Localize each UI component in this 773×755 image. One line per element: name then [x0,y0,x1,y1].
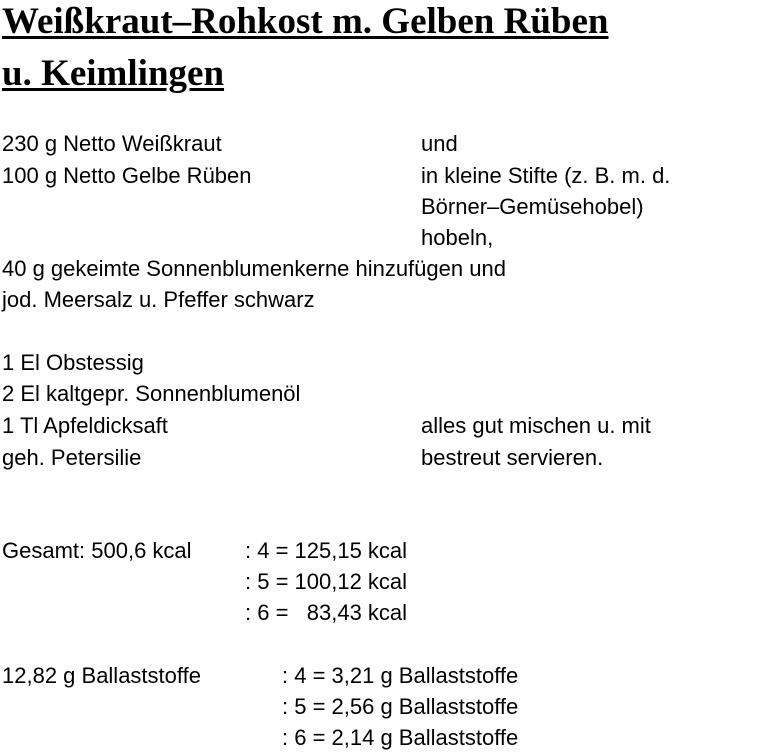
ingredient-oil: 2 El kaltgepr. Sonnenblumenöl [2,381,301,406]
ingredient-seasoning: jod. Meersalz u. Pfeffer schwarz [2,287,315,312]
instruction-mix: alles gut mischen u. mit [421,413,651,438]
fiber-per-5: : 5 = 2,56 g Ballaststoffe [282,694,519,719]
calories-total: Gesamt: 500,6 kcal [2,538,192,563]
fiber-per-4: : 4 = 3,21 g Ballaststoffe [282,663,519,688]
ingredient-parsley: geh. Petersilie [2,445,142,470]
instruction-serve: bestreut servieren. [421,445,604,470]
ingredient-vinegar: 1 El Obstessig [2,350,144,375]
recipe-title-line-2: u. Keimlingen [2,53,225,94]
instruction-slice: hobeln, [421,225,494,250]
instruction-cut-strips: in kleine Stifte (z. B. m. d. [421,163,671,188]
ingredient-sunflower-sprouts: 40 g gekeimte Sonnenblumenkerne hinzufügen und [2,256,506,281]
fiber-per-6: : 6 = 2,14 g Ballaststoffe [282,725,519,750]
calories-per-6: : 6 = 83,43 kcal [245,600,408,625]
calories-per-4: : 4 = 125,15 kcal [245,538,408,563]
ingredient-cabbage: 230 g Netto Weißkraut [2,131,222,156]
fiber-total: 12,82 g Ballaststoffe [2,663,201,688]
ingredient-apple-syrup: 1 Tl Apfeldicksaft [2,413,168,438]
instruction-slicer: Börner–Gemüsehobel) [421,194,644,219]
recipe-title-line-1: Weißkraut–Rohkost m. Gelben Rüben [2,1,609,42]
calories-per-5: : 5 = 100,12 kcal [245,569,408,594]
ingredient-carrots: 100 g Netto Gelbe Rüben [2,163,252,188]
instruction-and: und [421,131,458,156]
